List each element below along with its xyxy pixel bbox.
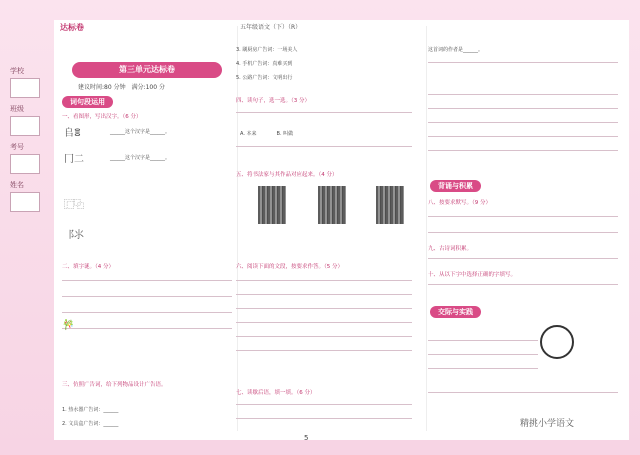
ancient-glyph-icon: ⿸⿻ [64,200,84,211]
calligraphy-image [258,186,286,224]
question-text: 这首词的作者是______。 [428,47,484,53]
exam-meta: 建议时间:80 分钟 满分:100 分 [78,84,165,91]
text-line [236,336,412,337]
class-label: 班级 [10,105,24,113]
text-line [428,368,538,369]
bamboo-illustration-icon: 🎋 [62,320,75,331]
text-line [428,62,618,63]
page-title: 第三单元达标卷 [72,62,222,78]
divider [426,26,427,431]
text-line [428,354,538,355]
section-header: 交际与实践 [430,306,481,318]
text-line [428,94,618,95]
ancient-glyph-icon: 𠂤ⴻ [64,128,81,139]
text-line [236,294,412,295]
grade-label: 五年级语文（下）（R） [240,24,302,31]
question-text: 3. 刷厨房广告词：一场美人 [236,47,298,53]
section-header: 背诵与积累 [430,180,481,192]
exam-number-field[interactable] [10,154,40,174]
question-heading: 六、阅读下面的文段，按要求作答。（5 分） [236,264,343,270]
text-line [428,340,538,341]
question-heading: 四、读句子，选一选。（3 分） [236,98,310,104]
text-line [428,122,618,123]
answer-line [62,328,232,329]
answer-line [62,280,232,281]
answer-line [62,296,232,297]
calligraphy-image [376,186,404,224]
school-field[interactable] [10,78,40,98]
text-line [236,404,412,405]
page-number: 5 [304,434,309,442]
text-line [236,146,412,147]
student-info-panel [4,60,48,212]
question-text: 4. 手机广告词：真难买到 [236,61,293,67]
text-line [428,232,618,233]
text-line [428,258,618,259]
name-field[interactable] [10,192,40,212]
exam-number-label: 考号 [10,143,24,151]
name-label: 姓名 [10,181,24,189]
text-line [236,418,412,419]
question-heading: 五、将书法家与其作品对应起来。（4 分） [236,172,338,178]
text-line [428,136,618,137]
answer-line [62,312,232,313]
question-heading: 二、填字谜。（4 分） [62,264,114,270]
seal-icon [540,325,574,359]
divider [237,26,238,431]
ancient-glyph-icon: ⻏⺢ [64,230,84,241]
question-text: 1. 热水器广告词：______ [62,407,119,413]
text-line [428,150,618,151]
section-header: 词句段运用 [62,96,113,108]
question-heading: 一、看图形，写出汉字。（6 分） [62,114,142,120]
school-label: 学校 [10,67,24,75]
option-text: A. 本来 B. 叫做 [240,131,294,137]
text-line [236,322,412,323]
text-line [236,308,412,309]
text-line [428,392,618,393]
question-heading: 七、读歇后语，填一填。（6 分） [236,390,316,396]
text-line [428,284,618,285]
question-text: 2. 文具盒广告词：______ [62,421,119,427]
class-field[interactable] [10,116,40,136]
text-line [236,280,412,281]
question-text: ______这个汉字是______。 [110,129,171,135]
text-line [236,112,412,113]
text-line [428,108,618,109]
text-line [236,350,412,351]
text-line [428,216,618,217]
ancient-glyph-icon: ⼌⼆ [64,154,84,165]
watermark-label: 精挑小学语文 [520,419,575,429]
question-heading: 十、从以下字中选择正确的字填写。 [428,272,517,278]
calligraphy-image [318,186,346,224]
question-text: ______这个汉字是______。 [110,155,171,161]
brand-logo: 达标卷 [60,23,84,32]
question-heading: 三、仿照广告词，给下列物品设计广告语。 [62,382,167,388]
question-heading: 九、古诗词积累。 [428,246,473,252]
question-text: 5. 公路广告词：文明出行 [236,75,293,81]
question-heading: 八、按要求默写。（9 分） [428,200,491,206]
